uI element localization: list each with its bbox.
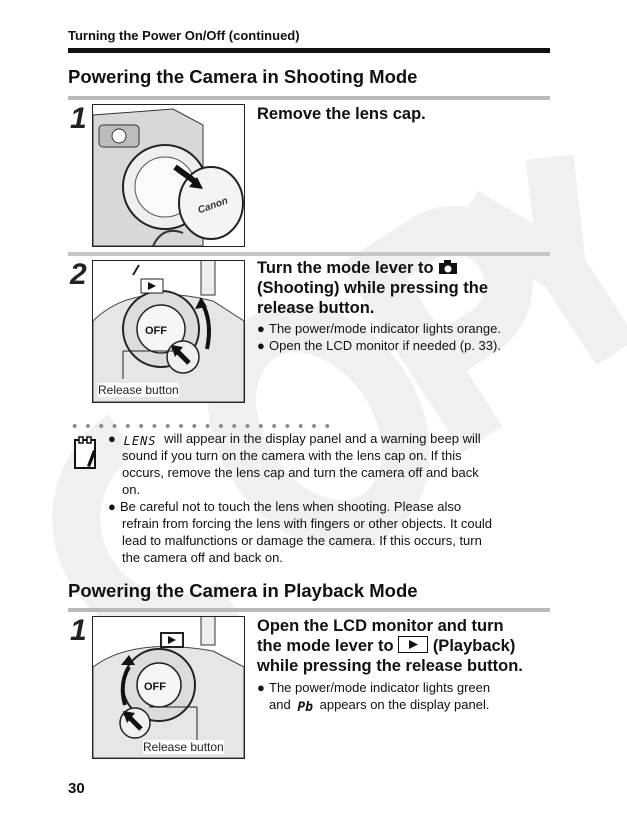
lens-cap-logo: Canon	[196, 195, 230, 217]
section-bar	[68, 96, 550, 100]
step-heading: release button.	[257, 299, 375, 317]
playback-lever-photo	[92, 616, 245, 759]
step-heading: Remove the lens cap.	[257, 105, 426, 123]
step-number: 2	[70, 258, 86, 291]
step-heading: the mode lever to (Playback)	[257, 637, 516, 655]
header-rule	[68, 48, 550, 53]
section-title-playback: Powering the Camera in Playback Mode	[68, 580, 418, 601]
memo-icon	[72, 436, 100, 472]
bullet-item: ● The power/mode indicator lights orange.	[257, 321, 501, 336]
off-label: OFF	[144, 681, 166, 693]
note-item: ● Be careful not to touch the lens when shooting. Please also	[108, 499, 462, 514]
playback-icon	[398, 636, 428, 653]
lens-cap-photo	[92, 104, 245, 247]
off-label: OFF	[145, 325, 167, 337]
section-title-shooting: Powering the Camera in Shooting Mode	[68, 66, 418, 87]
lens-panel-icon: LENS	[123, 434, 157, 448]
release-button-callout: Release button	[143, 740, 224, 754]
note-text: occurs, remove the lens cap and turn the camera off and back	[122, 465, 479, 480]
camera-icon	[438, 259, 458, 275]
step-number: 1	[70, 102, 86, 135]
note-item: ● LENS will appear in the display panel and a warning beep will	[108, 431, 481, 448]
note-text: sound if you turn on the camera with the lens cap on. If this	[122, 448, 462, 463]
step-heading: Turn the mode lever to	[257, 258, 458, 278]
page-number: 30	[68, 780, 85, 797]
note-text: the camera off and back on.	[122, 550, 283, 565]
bullet-item: ● Open the LCD monitor if needed (p. 33).	[257, 338, 501, 353]
bullet-item: ● The power/mode indicator lights green	[257, 680, 491, 695]
bullet-text: and Pb appears on the display panel.	[269, 697, 490, 715]
note-text: lead to malfunctions or damage the camera. If this occurs, turn	[122, 533, 482, 548]
section-bar	[68, 608, 550, 612]
mode-lever-photo	[92, 260, 245, 403]
running-title: Turning the Power On/Off (continued)	[68, 28, 300, 43]
step-heading: (Shooting) while pressing the	[257, 279, 488, 297]
release-button-callout: Release button	[98, 383, 179, 397]
note-text: refrain from forcing the lens with fingers or other objects. It could	[122, 516, 492, 531]
note-text: on.	[122, 482, 141, 497]
pb-panel-icon: Pb	[297, 700, 313, 715]
step-heading: while pressing the release button.	[257, 657, 523, 675]
note-dotted-separator	[68, 424, 336, 428]
step-heading: Open the LCD monitor and turn	[257, 617, 504, 635]
step-number: 1	[70, 614, 86, 647]
step-divider	[68, 252, 550, 256]
